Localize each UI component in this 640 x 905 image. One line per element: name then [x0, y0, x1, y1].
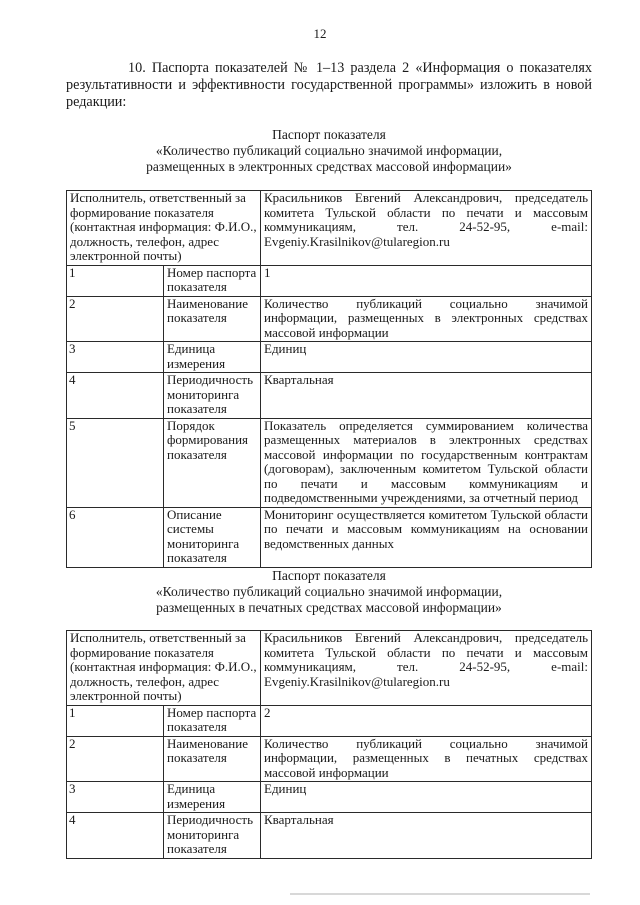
intro-paragraph: 10. Паспорта показателей № 1–13 раздела 2 «Информация о показателях результативности и эффективности государственной программы» изложить в новой редакции:: [66, 60, 592, 110]
row-label: Описание системы мониторинга показателя: [164, 507, 261, 567]
table-row: [67, 736, 592, 782]
table-row: [67, 418, 592, 507]
row-number: 6: [67, 507, 164, 567]
row-value: Квартальная: [261, 373, 592, 419]
table-row: [67, 705, 592, 736]
table-row: [67, 342, 592, 373]
passport1-title-line2: размещенных в электронных средствах массовой информации»: [146, 159, 512, 174]
passport1-heading: Паспорт показателя: [272, 127, 386, 142]
row-value: Единиц: [261, 342, 592, 373]
row-number: 3: [67, 782, 164, 813]
row-number: 4: [67, 373, 164, 419]
row-number: 1: [67, 265, 164, 296]
row-label: Номер паспорта показателя: [164, 705, 261, 736]
table-row: [67, 296, 592, 342]
table-row: [67, 782, 592, 813]
passport2-title-line2: размещенных в печатных средствах массовой информации»: [156, 600, 502, 615]
table-row: [67, 631, 592, 706]
passport1-table: [66, 190, 592, 568]
passport2-heading: Паспорт показателя: [272, 568, 386, 583]
row-number: 4: [67, 813, 164, 859]
passport1-title-line1: «Количество публикаций социально значимой информации,: [155, 143, 503, 158]
row-value: Мониторинг осуществляется комитетом Тульской области по печати и массовым коммуникациям на основании ведомственных данных: [261, 507, 592, 567]
row-label: Единица измерения: [164, 342, 261, 373]
row-value: Показатель определяется суммированием количества размещенных материалов в электронных средствах массовой информации по государственным контрактам (договорам), заключенным комитетом Тульской области по печати и массовым коммуникациям и подведомственными учреждениями, за отчетный период: [261, 418, 592, 507]
row-number: 1: [67, 705, 164, 736]
row-label: Наименование показателя: [164, 736, 261, 782]
row-label: Порядок формирования показателя: [164, 418, 261, 507]
row-value: Количество публикаций социально значимой информации, размещенных в печатных средствах массовой информации: [261, 736, 592, 782]
row-value: Квартальная: [261, 813, 592, 859]
table-row: [67, 813, 592, 859]
scan-artifact: [290, 893, 590, 895]
row-value: Количество публикаций социально значимой информации, размещенных в электронных средствах массовой информации: [261, 296, 592, 342]
row-label: Периодичность мониторинга показателя: [164, 813, 261, 859]
row-label: Единица измерения: [164, 782, 261, 813]
table-row: [67, 191, 592, 266]
executor-value: Красильников Евгений Александрович, председатель комитета Тульской области по печати и массовым коммуникациям, тел. 24-52-95, e-mail: Evgeniy.Krasilnikov@tularegion.ru: [261, 631, 592, 706]
passport2-table: [66, 630, 592, 859]
row-value: 2: [261, 705, 592, 736]
table-row: [67, 265, 592, 296]
row-number: 5: [67, 418, 164, 507]
row-number: 2: [67, 736, 164, 782]
passport1-title: [66, 127, 592, 175]
executor-value: Красильников Евгений Александрович, председатель комитета Тульской области по печати и массовым коммуникациям, тел. 24-52-95, e-mail: Evgeniy.Krasilnikov@tularegion.ru: [261, 191, 592, 266]
executor-label: Исполнитель, ответственный за формирование показателя (контактная информация: Ф.И.О., должность, телефон, адрес электронной почты): [67, 191, 261, 266]
passport2-title: [66, 568, 592, 616]
passport2-title-line1: «Количество публикаций социально значимой информации,: [155, 584, 503, 599]
executor-label: Исполнитель, ответственный за формирование показателя (контактная информация: Ф.И.О., должность, телефон, адрес электронной почты): [67, 631, 261, 706]
row-value: 1: [261, 265, 592, 296]
row-value: Единиц: [261, 782, 592, 813]
row-label: Номер паспорта показателя: [164, 265, 261, 296]
row-label: Периодичность мониторинга показателя: [164, 373, 261, 419]
page-number: 12: [313, 26, 327, 41]
row-number: 3: [67, 342, 164, 373]
row-label: Наименование показателя: [164, 296, 261, 342]
table-row: [67, 507, 592, 567]
table-row: [67, 373, 592, 419]
row-number: 2: [67, 296, 164, 342]
